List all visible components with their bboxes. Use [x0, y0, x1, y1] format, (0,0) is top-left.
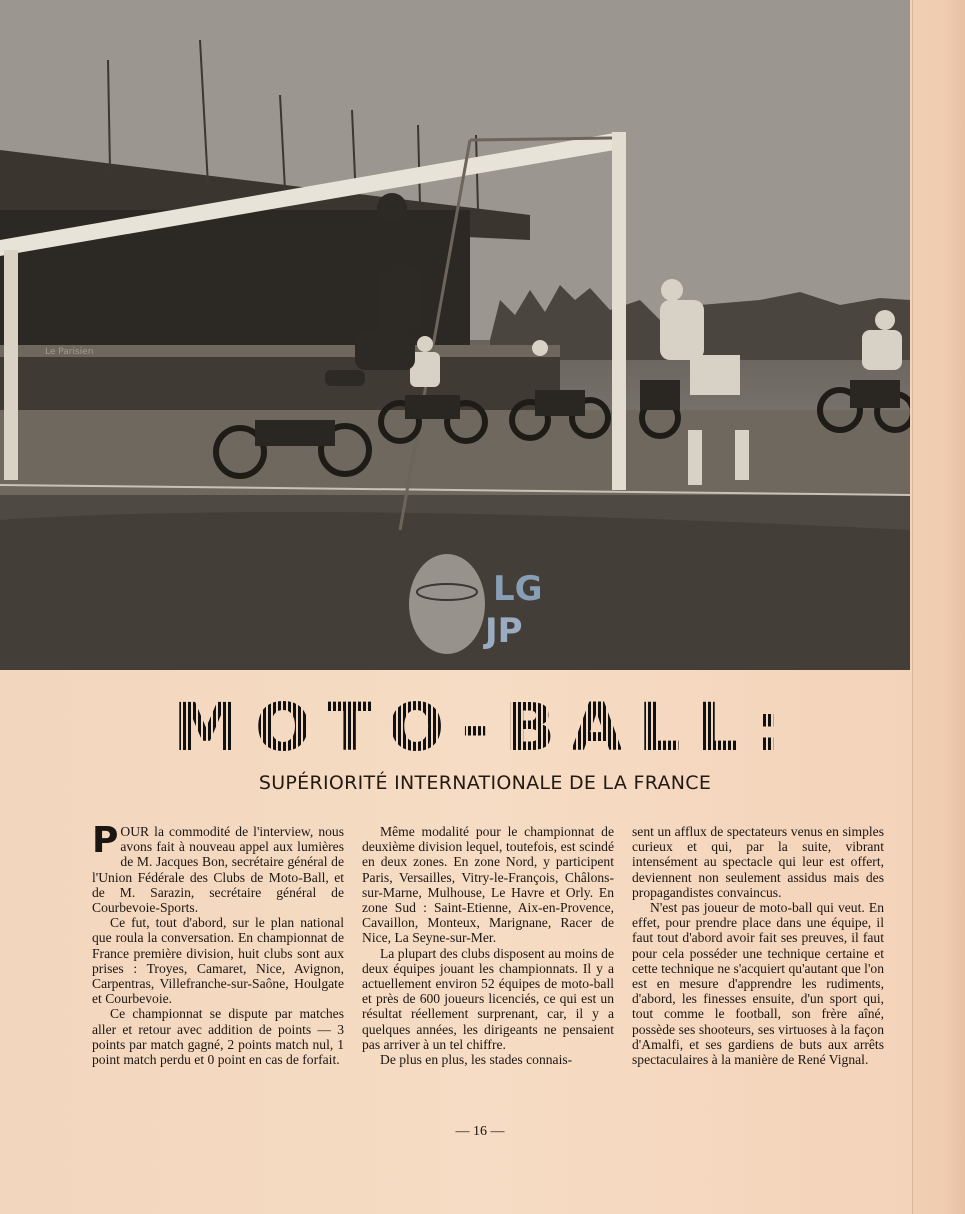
column-1-paragraph-1-text: OUR la commodité de l'interview, nous avons fait à nouveau appel aux lumières de M. Jacques Bon, secrétaire général de l'Union Fédérale des Clubs de Moto-Ball, et de M. Sarazin, secrétaire général de Courbevoie-Sports. [92, 824, 344, 916]
drop-cap: P [92, 820, 119, 861]
page-number: — 16 — [455, 1124, 505, 1139]
column-1 [92, 820, 344, 1068]
page-edge [912, 0, 965, 1214]
face-logo-icon [405, 552, 565, 662]
column-2-paragraph-3: De plus en plus, les stades connais- [380, 1052, 573, 1068]
article-title: MOTO-BALL: [173, 689, 797, 766]
column-3-paragraph-2: N'est pas joueur de moto-ball qui veut. En effet, pour prendre place dans une équipe, il faut tout d'abord avoir fait ses preuves, il faut pour cela posséder une technique certaine et cette technique ne s'acquiert qu'autant que l'on est en mesure d'apprendre les rudiments, d'abord, les finesses ensuite, d'un sport qui, tout comme le football, son frère aîné, possède ses shooteurs, ses virtuoses à la façon d'Amalfi, et ses gardiens de buts aux arrêts spectaculaires à la manière de René Vignal. [632, 900, 884, 1068]
column-1-paragraph-1 [92, 820, 344, 916]
column-3 [632, 824, 884, 1067]
watermark-line2: JP [485, 611, 523, 651]
lgjp-watermark [405, 552, 565, 662]
column-2 [362, 824, 614, 1067]
column-2-paragraph-2: La plupart des clubs disposent au moins de deux équipes jouant les championnats. Il y a actuellement environ 52 équipes de moto-ball et près de 600 joueurs licenciés, ce qui est un résultat réellement surprenant, car, il y a quelques années, les dirigeants ne pensaient pas arriver à un tel chiffre. [362, 945, 614, 1052]
column-1-paragraph-2: Ce fut, tout d'abord, sur le plan national que roula la conversation. En championnat de France première division, huit clubs sont aux prises : Troyes, Camaret, Nice, Avignon, Carpentras, Villefranche-sur-Saône, Houlgate et Courbevoie. [92, 915, 344, 1007]
column-1-paragraph-3: Ce championnat se dispute par matches aller et retour avec addition de points — 3 points par match gagné, 2 points match nul, 1 point match perdu et 0 point en cas de forfait. [92, 1006, 344, 1068]
column-2-paragraph-1: Même modalité pour le championnat de deuxième division lequel, toutefois, est scindé en deux zones. En zone Nord, y participent Paris, Versailles, Vitry-le-François, Châlons-sur-Marne, Mulhouse, Le Havre et Orly. En zone Sud : Saint-Etienne, Aix-en-Provence, Cavaillon, Monteux, Marignane, Racer de Nice, La Seyne-sur-Mer. [362, 824, 614, 946]
watermark-line1: LG [493, 569, 543, 609]
column-3-paragraph-1: sent un afflux de spectateurs venus en simples curieux et qui, par la suite, vibrant intensément au spectacle qui leur est offert, deviennent non seulement assidus mais des propagandistes convaincus. [632, 824, 884, 900]
headline-wrap [150, 690, 820, 770]
stand-sign: Le Parisien [45, 347, 94, 357]
article-subtitle: SUPÉRIORITÉ INTERNATIONALE DE LA FRANCE [258, 772, 712, 794]
